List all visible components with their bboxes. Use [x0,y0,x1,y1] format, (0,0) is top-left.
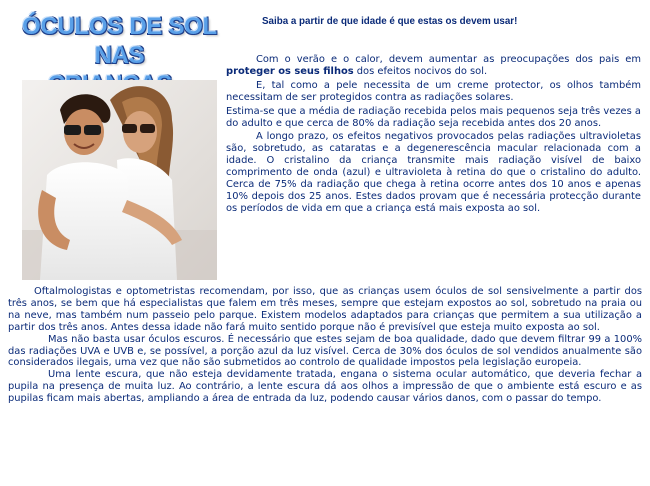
title-line-2: NAS [94,42,145,69]
paragraph-6: Mas não basta usar óculos escuros. É necessário que estes sejam de boa qualidade, dado que devem filtrar 99 a 100% das radiações UVA e UVB e, se possível, a porção azul da luz visível. Cerca de 30% dos óculos de sol vendidos anualmente são considerados ilegais, uma vez que não são submetidos ao controlo de qualidade impostos pela legislação europeia. [8,333,642,369]
paragraph-1-tail: dos efeitos nocivos do sol. [353,65,488,77]
children-sunglasses-photo [22,80,217,280]
paragraph-4: A longo prazo, os efeitos negativos provocados pelas radiações ultravioletas são, sobretudo, as cataratas e a degenerescência macular relacionada com a idade. O cristalino da criança transmite mais radiação visível de baixo comprimento de onda (azul) e ultravioleta à retina do que o cristalino do adulto. Cerca de 75% da radiação que chega à retina ocorre antes dos 10 anos e apenas 10% depois dos 25 anos. Estes dados provam que é necessária protecção durante os períodos de vida em que a criança está mais exposta ao sol. [226,131,641,214]
paragraph-1 [226,54,641,78]
right-column-text [226,54,641,215]
paragraph-7: Uma lente escura, que não esteja devidamente tratada, engana o sistema ocular automático, que deveria fechar a pupila na presença de muita luz. Ao contrário, a lente escura dá aos olhos a impressão de que o ambiente está escuro e as pupilas ficam mais abertas, ampliando a área de entrada da luz, podendo causar vários danos, com o passar do tempo. [8,369,642,405]
paragraph-5: Oftalmologistas e optometristas recomendam, por isso, que as crianças usem óculos de sol sensivelmente a partir dos três anos, se bem que há especialistas que falem em três meses, sempre que estejam expostos ao sol, sobretudo na praia ou na neve, mas também num passeio pelo parque. Existem modelos adaptados para crianças que permitem a sua utilização a partir dos três anos. Antes dessa idade não fará muito sentido porque não é previsível que esteja muito exposta ao sol. [8,286,642,333]
title-line-1: ÓCULOS DE SOL [22,13,217,40]
paragraph-2: E, tal como a pele necessita de um creme protector, os olhos também necessitam de ser protegidos contra as radiações solares. [226,79,641,103]
paragraph-3: Estima-se que a média de radiação recebida pelos mais pequenos seja três vezes a do adulto e que cerca de 80% da radiação seja recebida antes dos 20 anos. [226,105,641,129]
article-subtitle: Saiba a partir de que idade é que estas os devem usar! [262,16,518,27]
photo-illustration [22,80,217,280]
paragraph-1-emphasis: proteger os seus filhos [226,65,354,77]
bottom-text [8,286,642,405]
paragraph-1-lead: Com o verão e o calor, devem aumentar as preocupações dos pais em [256,54,641,65]
